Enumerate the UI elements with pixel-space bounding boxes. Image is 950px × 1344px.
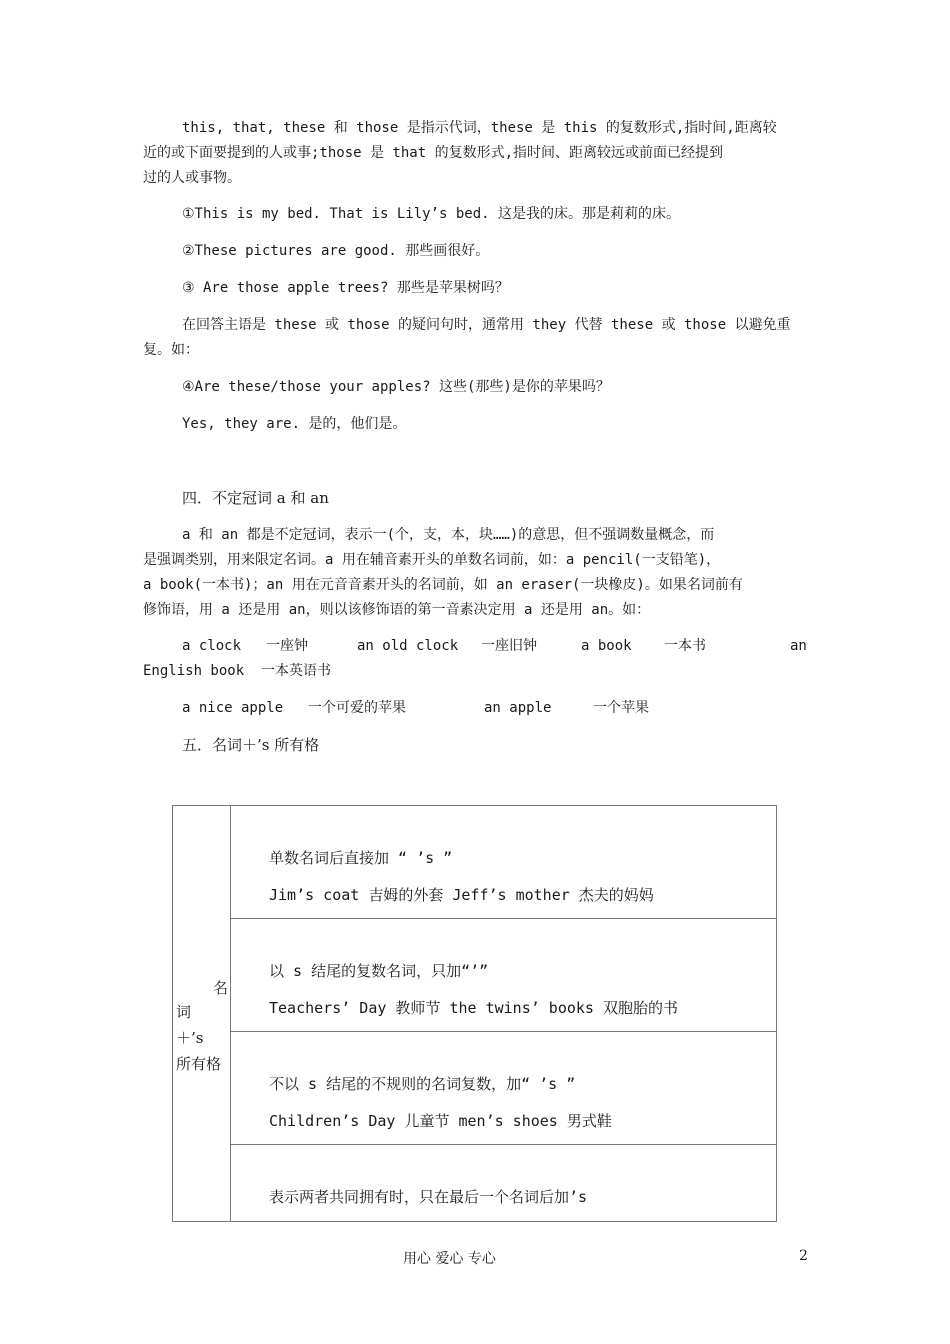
example-word: a book [581,638,632,654]
left-header-line: 所有格 [176,1055,222,1073]
example-sentence: ④Are these/those your apples? 这些(那些)是你的苹果吗？ [182,379,610,395]
footer-motto: 用心 爱心 专心 [403,1251,496,1267]
paragraph-line: 是强调类别，用来限定名词。a 用在辅音素开头的单数名词前，如：a pencil(一支铅笔)， [143,552,721,568]
table-row [231,1145,776,1220]
table-example: Children’s Day 儿童节 men’s shoes 男式鞋 [269,1112,612,1130]
paragraph-line: 复。如： [143,342,199,358]
left-header-line: 词 [176,1003,192,1021]
possessive-table [172,805,777,1222]
table-rule: 不以 s 结尾的不规则的名词复数，加“ ’s ” [269,1075,576,1093]
paragraph-line: a book(一本书)；an 用在元音音素开头的名词前，如 an eraser(一块橡皮)。如果名词前有 [143,577,743,593]
left-header-line: ＋’s [176,1029,204,1047]
paragraph-line: 近的或下面要提到的人或事;those 是 that 的复数形式,指时间、距离较远或前面已经提到 [143,145,723,161]
paragraph-line: 过的人或事物。 [143,170,241,186]
example-word: English book 一本英语书 [143,663,332,679]
example-word: an [790,638,807,654]
example-sentence: ③ Are those apple trees? 那些是苹果树吗？ [182,280,509,296]
example-word: a nice apple [182,700,284,716]
example-answer: Yes, they are. 是的，他们是。 [182,416,407,432]
table-rule: 表示两者共同拥有时，只在最后一个名词后加’s [269,1188,588,1206]
example-word: 一座旧钟 [481,638,537,654]
table-row [231,806,776,919]
section-heading: 四．不定冠词 a 和 an [182,489,329,507]
paragraph-line: this, that, these 和 those 是指示代词，these 是 this 的复数形式,指时间,距离较 [182,120,777,136]
example-word: 一个可爱的苹果 [308,700,406,716]
paragraph-line: 修饰语，用 a 还是用 an，则以该修饰语的第一音素决定用 a 还是用 an。如： [143,602,651,618]
paragraph-line: 在回答主语是 these 或 those 的疑问句时，通常用 they 代替 these 或 those 以避免重 [182,317,791,333]
example-word: an apple [484,700,552,716]
table-row [231,1032,776,1145]
table-row [231,919,776,1032]
table-left-header [173,806,231,1221]
example-sentence: ①This is my bed. That is Lily’s bed. 这是我的床。那是莉莉的床。 [182,206,680,222]
table-example: Jim’s coat 吉姆的外套 Jeff’s mother 杰夫的妈妈 [269,886,654,904]
example-word: 一个苹果 [593,700,649,716]
left-header-line: 名 [213,979,229,997]
section-heading: 五．名词＋’s 所有格 [182,736,320,754]
table-rule: 以 s 结尾的复数名词，只加“’” [269,962,489,980]
table-example: Teachers’ Day 教师节 the twins’ books 双胞胎的书 [269,999,678,1017]
example-word: a clock [182,638,242,654]
example-word: 一本书 [664,638,706,654]
paragraph-line: a 和 an 都是不定冠词，表示一(个，支，本，块……)的意思，但不强调数量概念，而 [182,527,715,543]
page-number: 2 [799,1248,808,1264]
example-word: 一座钟 [266,638,308,654]
example-sentence: ②These pictures are good. 那些画很好。 [182,243,490,259]
example-word: an old clock [357,638,459,654]
table-rule: 单数名词后直接加 “ ’s ” [269,849,453,867]
